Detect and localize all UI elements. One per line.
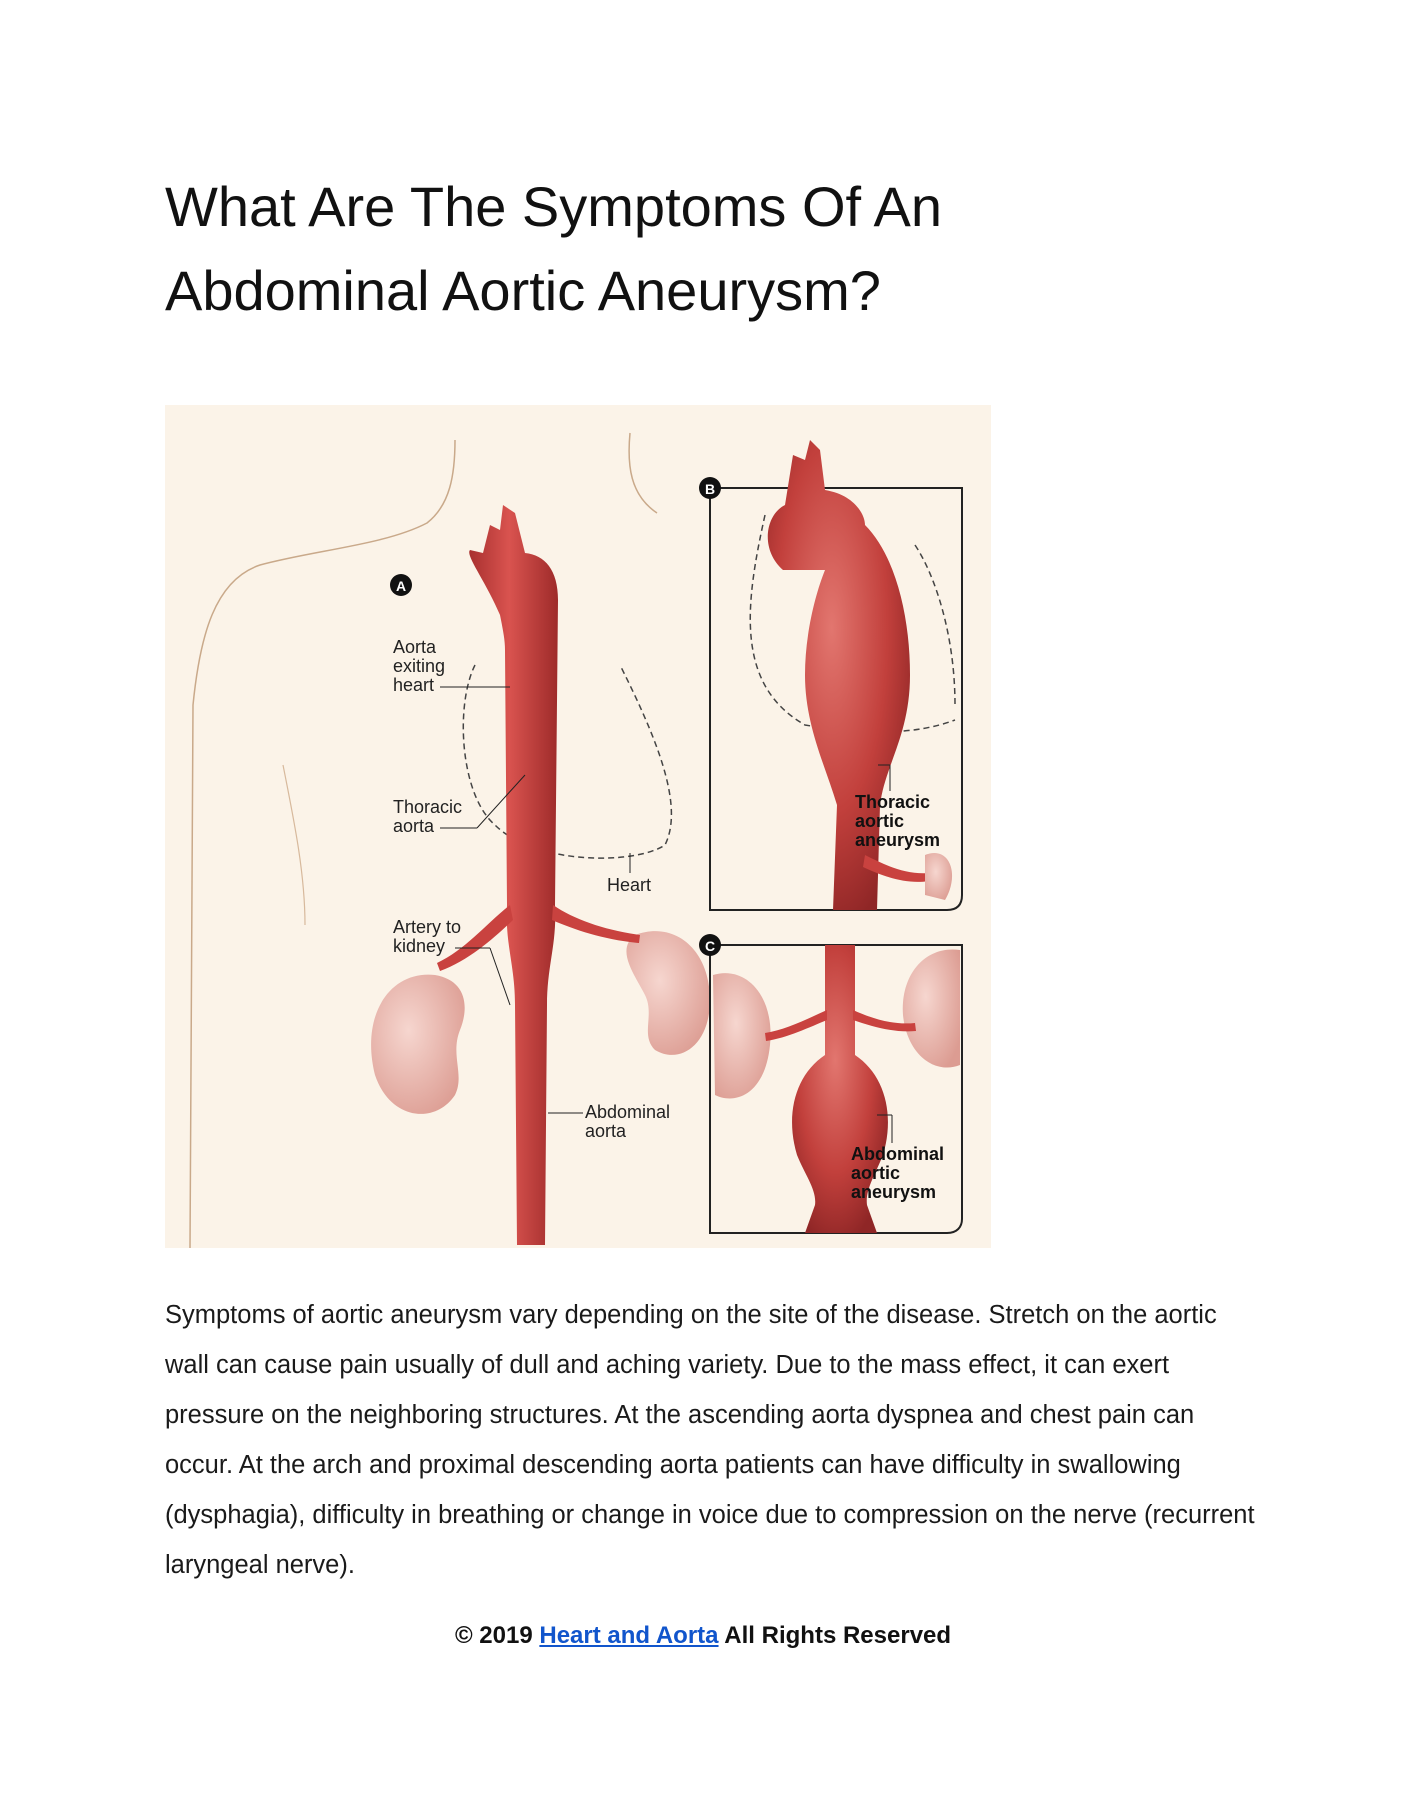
page-title (165, 165, 1165, 333)
marker-c-label: C (704, 938, 716, 954)
footer-suffix: All Rights Reserved (718, 1622, 952, 1649)
copyright-footer (0, 1622, 1406, 1650)
label-aorta-exiting-heart: Aorta exiting heart (393, 637, 446, 695)
label-thoracic-aortic-aneurysm: Thoracic aortic aneurysm (855, 792, 941, 850)
marker-a-label: A (395, 578, 407, 594)
title-line-1: What Are The Symptoms Of An (165, 175, 943, 238)
label-thoracic-aorta: Thoracic aorta (393, 797, 463, 836)
heart-and-aorta-link[interactable]: Heart and Aorta (539, 1622, 719, 1649)
label-artery-to-kidney: Artery to kidney (393, 917, 462, 956)
aorta-diagram (165, 405, 991, 1248)
footer-prefix: © 2019 (454, 1622, 540, 1649)
label-abdominal-aortic-aneurysm: Abdominal aortic aneurysm (851, 1144, 944, 1202)
label-heart: Heart (607, 875, 652, 895)
symptoms-paragraph: Symptoms of aortic aneurysm vary depending on the site of the disease. Stretch on the aortic wall can cause pain usually of dull and aching variety. Due to the mass effect, it can exert pressure on the neighboring structures. At the ascending aorta dyspnea and chest pain can occur. At the arch and proximal descending aorta patients can have difficulty in swallowing (dysphagia), difficulty in breathing or change in voice due to compression on the nerve (recurrent laryngeal nerve). (165, 1301, 1255, 1579)
label-abdominal-aorta: Abdominal aorta (585, 1102, 671, 1141)
aorta-anatomy-illustration (165, 405, 991, 1248)
title-line-2: Abdominal Aortic Aneurysm? (165, 259, 881, 322)
marker-b-label: B (704, 481, 716, 497)
